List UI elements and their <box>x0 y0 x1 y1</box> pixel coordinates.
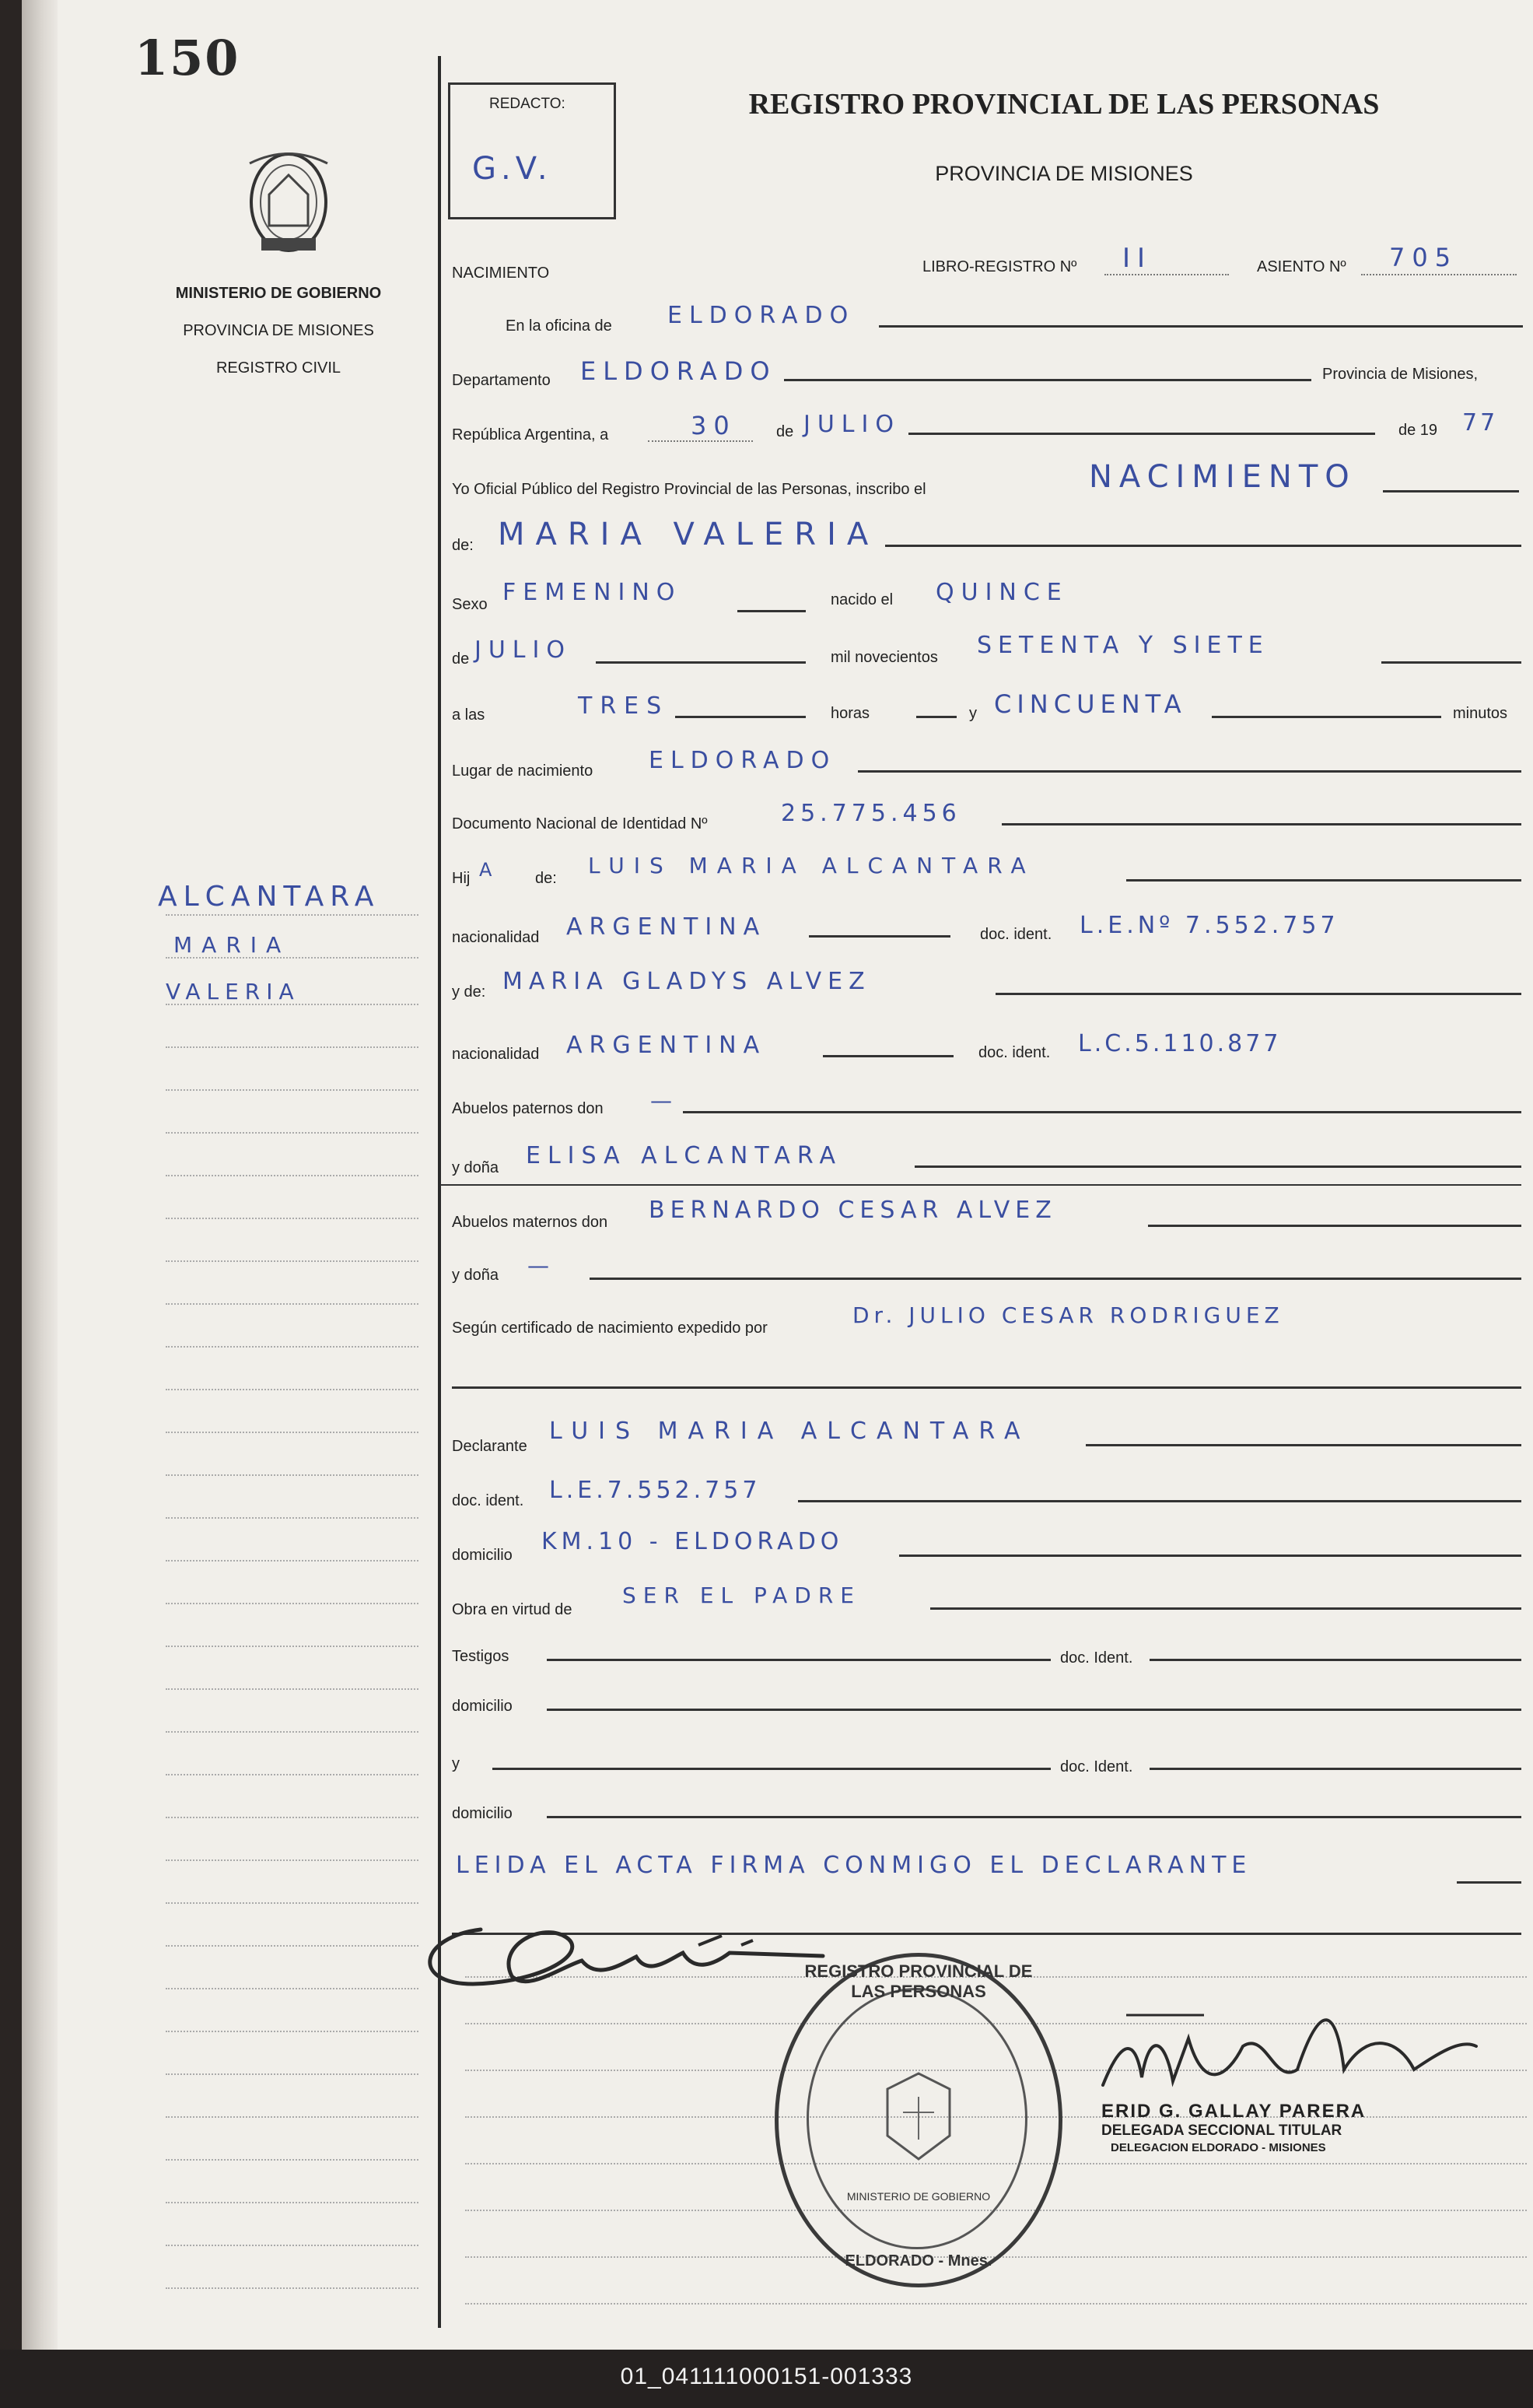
redacto-label: REDACTO: <box>489 96 565 112</box>
departamento-value: ELDORADO <box>580 356 777 386</box>
official-title: DELEGADA SECCIONAL TITULAR <box>1101 2122 1342 2139</box>
obra-label: Obra en virtud de <box>452 1601 572 1618</box>
ydona2-label: y doña <box>452 1267 499 1284</box>
libro-value: II <box>1122 243 1153 274</box>
doc1-value: L.E.Nº 7.552.757 <box>1080 912 1339 939</box>
domicilio2-label: domicilio <box>452 1698 513 1715</box>
seal-bottom-text: ELDORADO - Mnes. <box>845 2252 992 2270</box>
hija-label: Hij <box>452 870 471 887</box>
inscribo-value: NACIMIENTO <box>1089 459 1356 495</box>
seal-outer-text: REGISTRO PROVINCIAL DE LAS PERSONAS <box>804 1961 1033 2001</box>
page-subtitle: PROVINCIA DE MISIONES <box>935 162 1193 185</box>
nacido-mes-value: JULIO <box>474 636 572 664</box>
official-name: ERID G. GALLAY PARERA <box>1101 2101 1367 2122</box>
doc5-label: doc. Ident. <box>1060 1758 1133 1775</box>
padre-value: LUIS MARIA ALCANTARA <box>588 853 1035 878</box>
redacto-box <box>448 82 616 219</box>
mes-value: JULIO <box>803 411 901 438</box>
doc2-label: doc. ident. <box>978 1044 1051 1061</box>
redacto-value: G.V. <box>472 151 552 187</box>
domicilio-value: KM.10 - ELDORADO <box>541 1528 844 1555</box>
page-number: 150 <box>135 30 240 86</box>
anio-label: de 19 <box>1398 422 1438 439</box>
testigos-label: Testigos <box>452 1648 509 1665</box>
nombre-label: de: <box>452 537 474 554</box>
province-name: PROVINCIA DE MISIONES <box>183 322 374 339</box>
declarante-label: Declarante <box>452 1438 527 1455</box>
oficina-value: ELDORADO <box>667 302 856 329</box>
anio-value: 77 <box>1462 409 1499 436</box>
hora-value: TRES <box>578 692 670 720</box>
mil-label: mil novecientos <box>831 649 938 666</box>
sexo-label: Sexo <box>452 596 488 613</box>
image-code: 01_041111000151-001333 <box>620 2364 913 2389</box>
hija-de-label: de: <box>535 870 557 887</box>
asiento-value: 705 <box>1389 243 1458 272</box>
declarante-value: LUIS MARIA ALCANTARA <box>549 1418 1031 1445</box>
de-label: de <box>776 423 794 440</box>
obra-value: SER EL PADRE <box>622 1583 861 1608</box>
y-label: y <box>969 705 977 722</box>
nac1-label: nacionalidad <box>452 929 540 946</box>
register-page <box>22 0 1533 2350</box>
dni-label: Documento Nacional de Identidad Nº <box>452 815 708 832</box>
seal-emblem-icon <box>872 2066 965 2167</box>
horas-label: horas <box>831 705 870 722</box>
ministry-name: MINISTERIO DE GOBIERNO <box>175 285 382 302</box>
y2-label: y <box>452 1755 460 1772</box>
nacimiento-label: NACIMIENTO <box>452 265 550 282</box>
yde-label: y de: <box>452 983 486 1001</box>
abuelos-mat-label: Abuelos maternos don <box>452 1214 608 1231</box>
ydona1-value: ELISA ALCANTARA <box>526 1142 842 1169</box>
departamento-label: Departamento <box>452 372 551 389</box>
abuelos-pat-label: Abuelos paternos don <box>452 1100 604 1117</box>
official-office: DELEGACION ELDORADO - MISIONES <box>1111 2141 1326 2154</box>
nacido-value: QUINCE <box>936 579 1069 606</box>
de-mes-label: de <box>452 650 470 668</box>
registry-name: REGISTRO CIVIL <box>215 359 341 377</box>
certificado-value: Dr. JULIO CESAR RODRIGUEZ <box>852 1302 1284 1328</box>
oficial-text: Yo Oficial Público del Registro Provincial de las Personas, inscribo el <box>452 481 926 498</box>
nacido-label: nacido el <box>831 591 894 608</box>
child-name: MARIA VALERIA <box>498 517 880 552</box>
libro-label: LIBRO-REGISTRO Nº <box>922 258 1077 275</box>
coat-of-arms-icon <box>230 140 347 265</box>
dni-value: 25.775.456 <box>781 800 961 827</box>
ydona2-value: — <box>527 1253 556 1278</box>
lugar-label: Lugar de nacimiento <box>452 762 593 780</box>
certificado-label: Según certificado de nacimiento expedido por <box>452 1320 768 1337</box>
abuelos-mat-value: BERNARDO CESAR ALVEZ <box>649 1197 1057 1224</box>
margin-second-name: VALERIA <box>166 979 300 1004</box>
page-title: REGISTRO PROVINCIAL DE LAS PERSONAS <box>748 88 1380 121</box>
provincia-label: Provincia de Misiones, <box>1322 366 1479 383</box>
seal-inner-text: MINISTERIO DE GOBIERNO <box>846 2190 991 2203</box>
nac2-value: ARGENTINA <box>566 1032 767 1059</box>
madre-value: MARIA GLADYS ALVEZ <box>502 968 871 995</box>
alas-label: a las <box>452 706 485 724</box>
leida-text: LEIDA EL ACTA FIRMA CONMIGO EL DECLARANTE <box>456 1852 1252 1879</box>
lugar-value: ELDORADO <box>649 747 837 774</box>
margin-first-name: MARIA <box>173 932 291 958</box>
abuelos-pat-value: — <box>650 1088 679 1113</box>
minutos-value: CINCUENTA <box>994 689 1187 719</box>
margin-surname: ALCANTARA <box>158 881 380 913</box>
mil-value: SETENTA Y SIETE <box>977 632 1269 659</box>
doc3-label: doc. ident. <box>452 1492 524 1509</box>
dia-value: 30 <box>691 411 737 440</box>
sexo-value: FEMENINO <box>502 579 682 606</box>
oficina-label: En la oficina de <box>506 317 612 335</box>
republica-label: República Argentina, a <box>452 426 609 443</box>
domicilio-label: domicilio <box>452 1547 513 1564</box>
nac1-value: ARGENTINA <box>566 913 767 941</box>
doc1-label: doc. ident. <box>980 926 1052 943</box>
doc3-value: L.E.7.552.757 <box>549 1477 761 1504</box>
official-seal <box>775 1953 1062 2287</box>
minutos-label: minutos <box>1453 705 1508 722</box>
domicilio3-label: domicilio <box>452 1805 513 1822</box>
nac2-label: nacionalidad <box>452 1046 540 1063</box>
asiento-label: ASIENTO Nº <box>1257 258 1346 275</box>
page-binding-shadow <box>22 0 58 2350</box>
hija-suffix: A <box>479 859 499 881</box>
ydona1-label: y doña <box>452 1159 499 1176</box>
doc4-label: doc. Ident. <box>1060 1649 1133 1667</box>
doc2-value: L.C.5.110.877 <box>1078 1030 1282 1057</box>
